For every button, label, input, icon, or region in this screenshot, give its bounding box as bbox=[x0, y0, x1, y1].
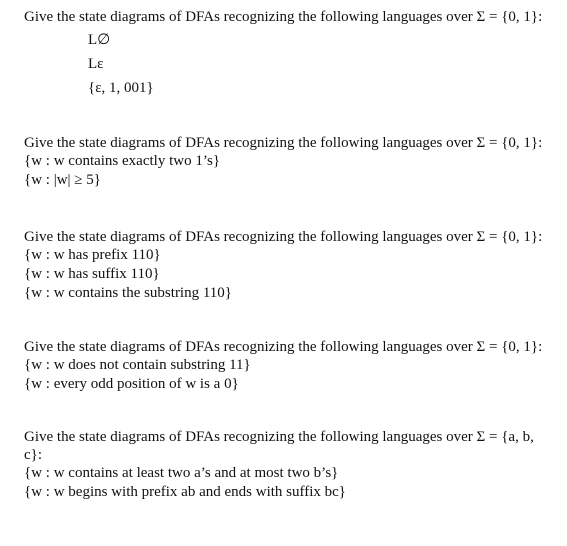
language-item: L∅ bbox=[88, 32, 111, 48]
problem-intro: Give the state diagrams of DFAs recognizing the following languages over Σ = {0, 1}: bbox=[24, 339, 543, 355]
problem-block-2 bbox=[24, 134, 554, 190]
language-item: {w : |w| ≥ 5} bbox=[24, 172, 101, 188]
problem-block-3 bbox=[24, 228, 554, 303]
problem-intro: Give the state diagrams of DFAs recognizing the following languages over Σ = {0, 1}: bbox=[24, 229, 543, 245]
language-item: {w : w contains exactly two 1’s} bbox=[24, 153, 221, 169]
language-list bbox=[24, 464, 554, 502]
language-list bbox=[24, 28, 554, 100]
language-item: Lε bbox=[88, 56, 104, 72]
problem-intro: Give the state diagrams of DFAs recognizing the following languages over Σ = {a, b, c}: bbox=[24, 429, 534, 463]
problem-block-4 bbox=[24, 338, 554, 394]
problem-intro: Give the state diagrams of DFAs recognizing the following languages over Σ = {0, 1}: bbox=[24, 135, 543, 151]
language-item: {w : w begins with prefix ab and ends with suffix bc} bbox=[24, 484, 346, 500]
language-list bbox=[24, 356, 554, 394]
problem-block-5 bbox=[24, 428, 554, 502]
problem-block-1 bbox=[24, 8, 554, 100]
language-item: {w : w contains at least two a’s and at most two b’s} bbox=[24, 465, 339, 481]
problem-intro: Give the state diagrams of DFAs recognizing the following languages over Σ = {0, 1}: bbox=[24, 9, 543, 25]
language-item: {ε, 1, 001} bbox=[88, 80, 154, 96]
language-item: {w : w contains the substring 110} bbox=[24, 285, 232, 301]
language-item: {w : w does not contain substring 11} bbox=[24, 357, 251, 373]
language-item: {w : w has prefix 110} bbox=[24, 247, 161, 263]
language-list bbox=[24, 246, 554, 303]
language-item: {w : w has suffix 110} bbox=[24, 266, 160, 282]
language-list bbox=[24, 152, 554, 190]
language-item: {w : every odd position of w is a 0} bbox=[24, 376, 239, 392]
